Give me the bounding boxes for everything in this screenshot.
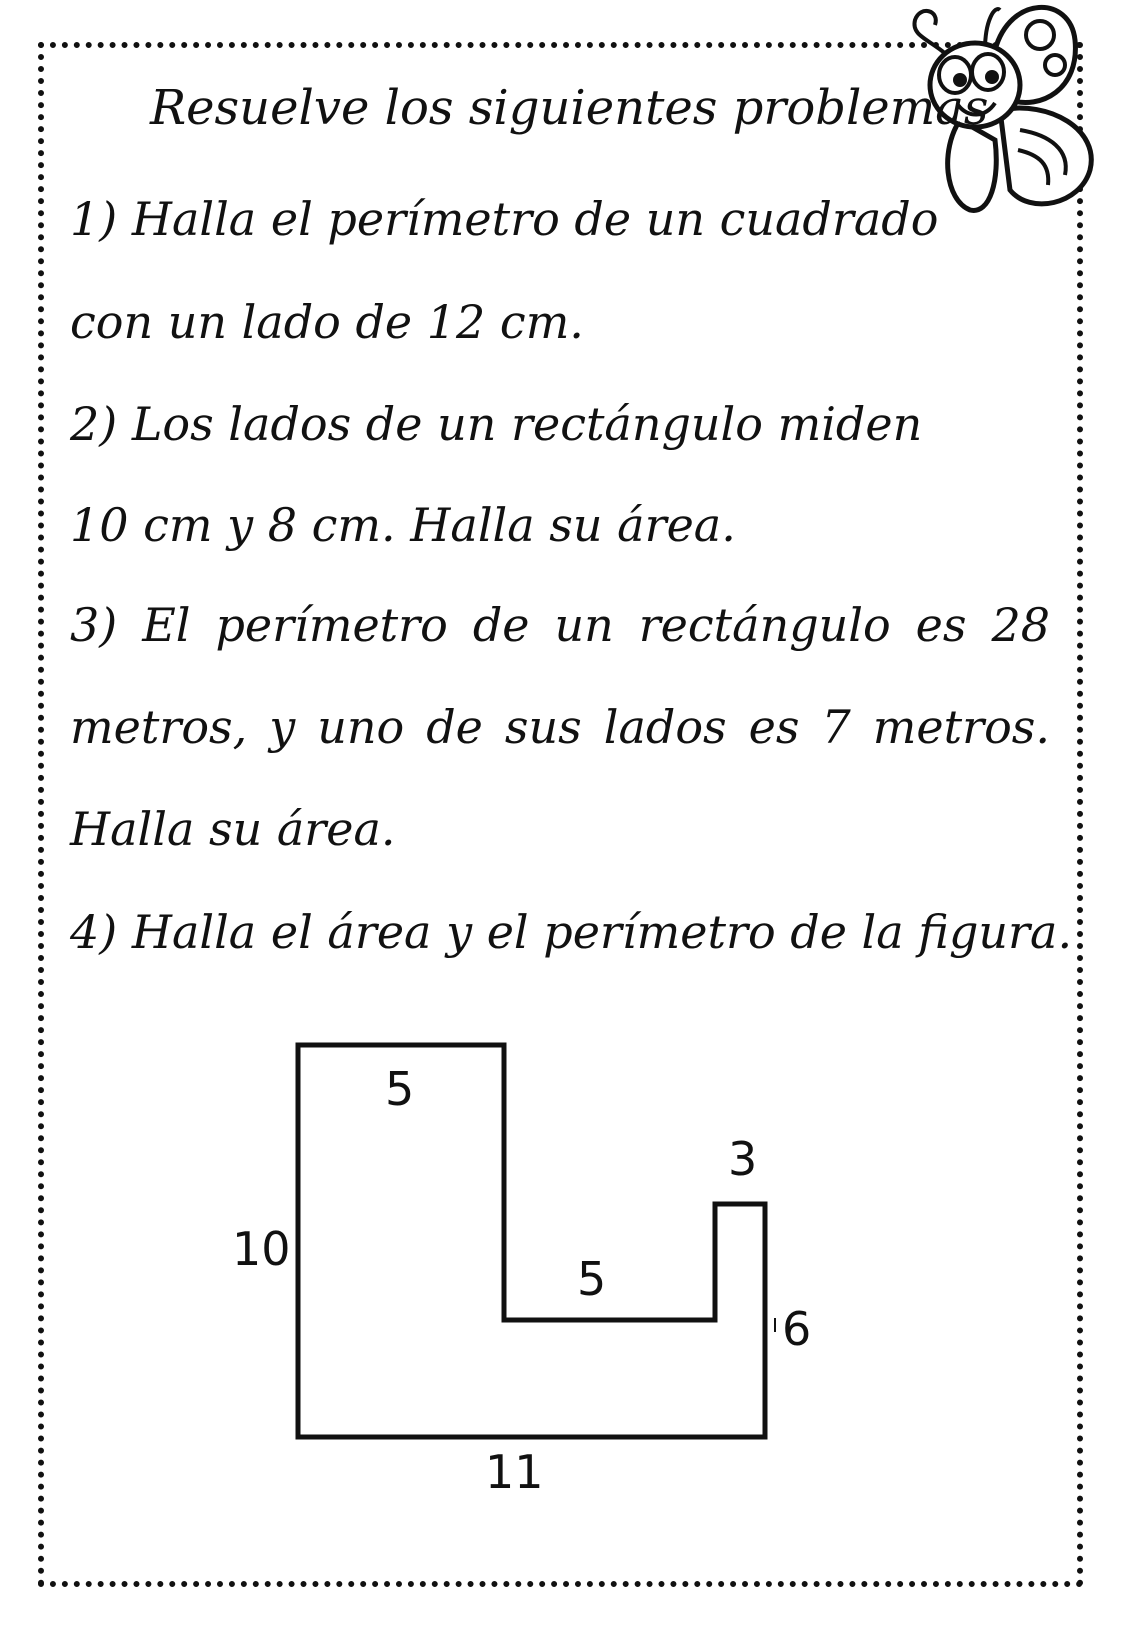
problem-3-line-1: 3) El perímetro de un rectángulo es 28 [70, 598, 1050, 652]
figure-label-top: 5 [385, 1062, 415, 1116]
problem-4-line-1: 4) Halla el área y el perímetro de la figura. [70, 905, 1073, 959]
figure-label-inner-bottom: 5 [577, 1252, 607, 1306]
problem-2-line-1: 2) Los lados de un rectángulo miden [70, 397, 923, 451]
figure-label-bottom: 11 [485, 1445, 544, 1499]
page-title: Resuelve los siguientes problemas [150, 80, 989, 136]
figure-label-right-top: 3 [728, 1132, 758, 1186]
problem-3-line-2: metros, y uno de sus lados es 7 metros. [70, 700, 1050, 754]
problem-1-line-1: 1) Halla el perímetro de un cuadrado [70, 192, 939, 246]
problem-1-line-2: con un lado de 12 cm. [70, 295, 584, 349]
problem-3-line-3: Halla su área. [70, 802, 396, 856]
figure-label-left: 10 [232, 1222, 291, 1276]
problem-2-line-2: 10 cm y 8 cm. Halla su área. [70, 498, 736, 552]
figure-label-right: 6 [782, 1302, 812, 1356]
